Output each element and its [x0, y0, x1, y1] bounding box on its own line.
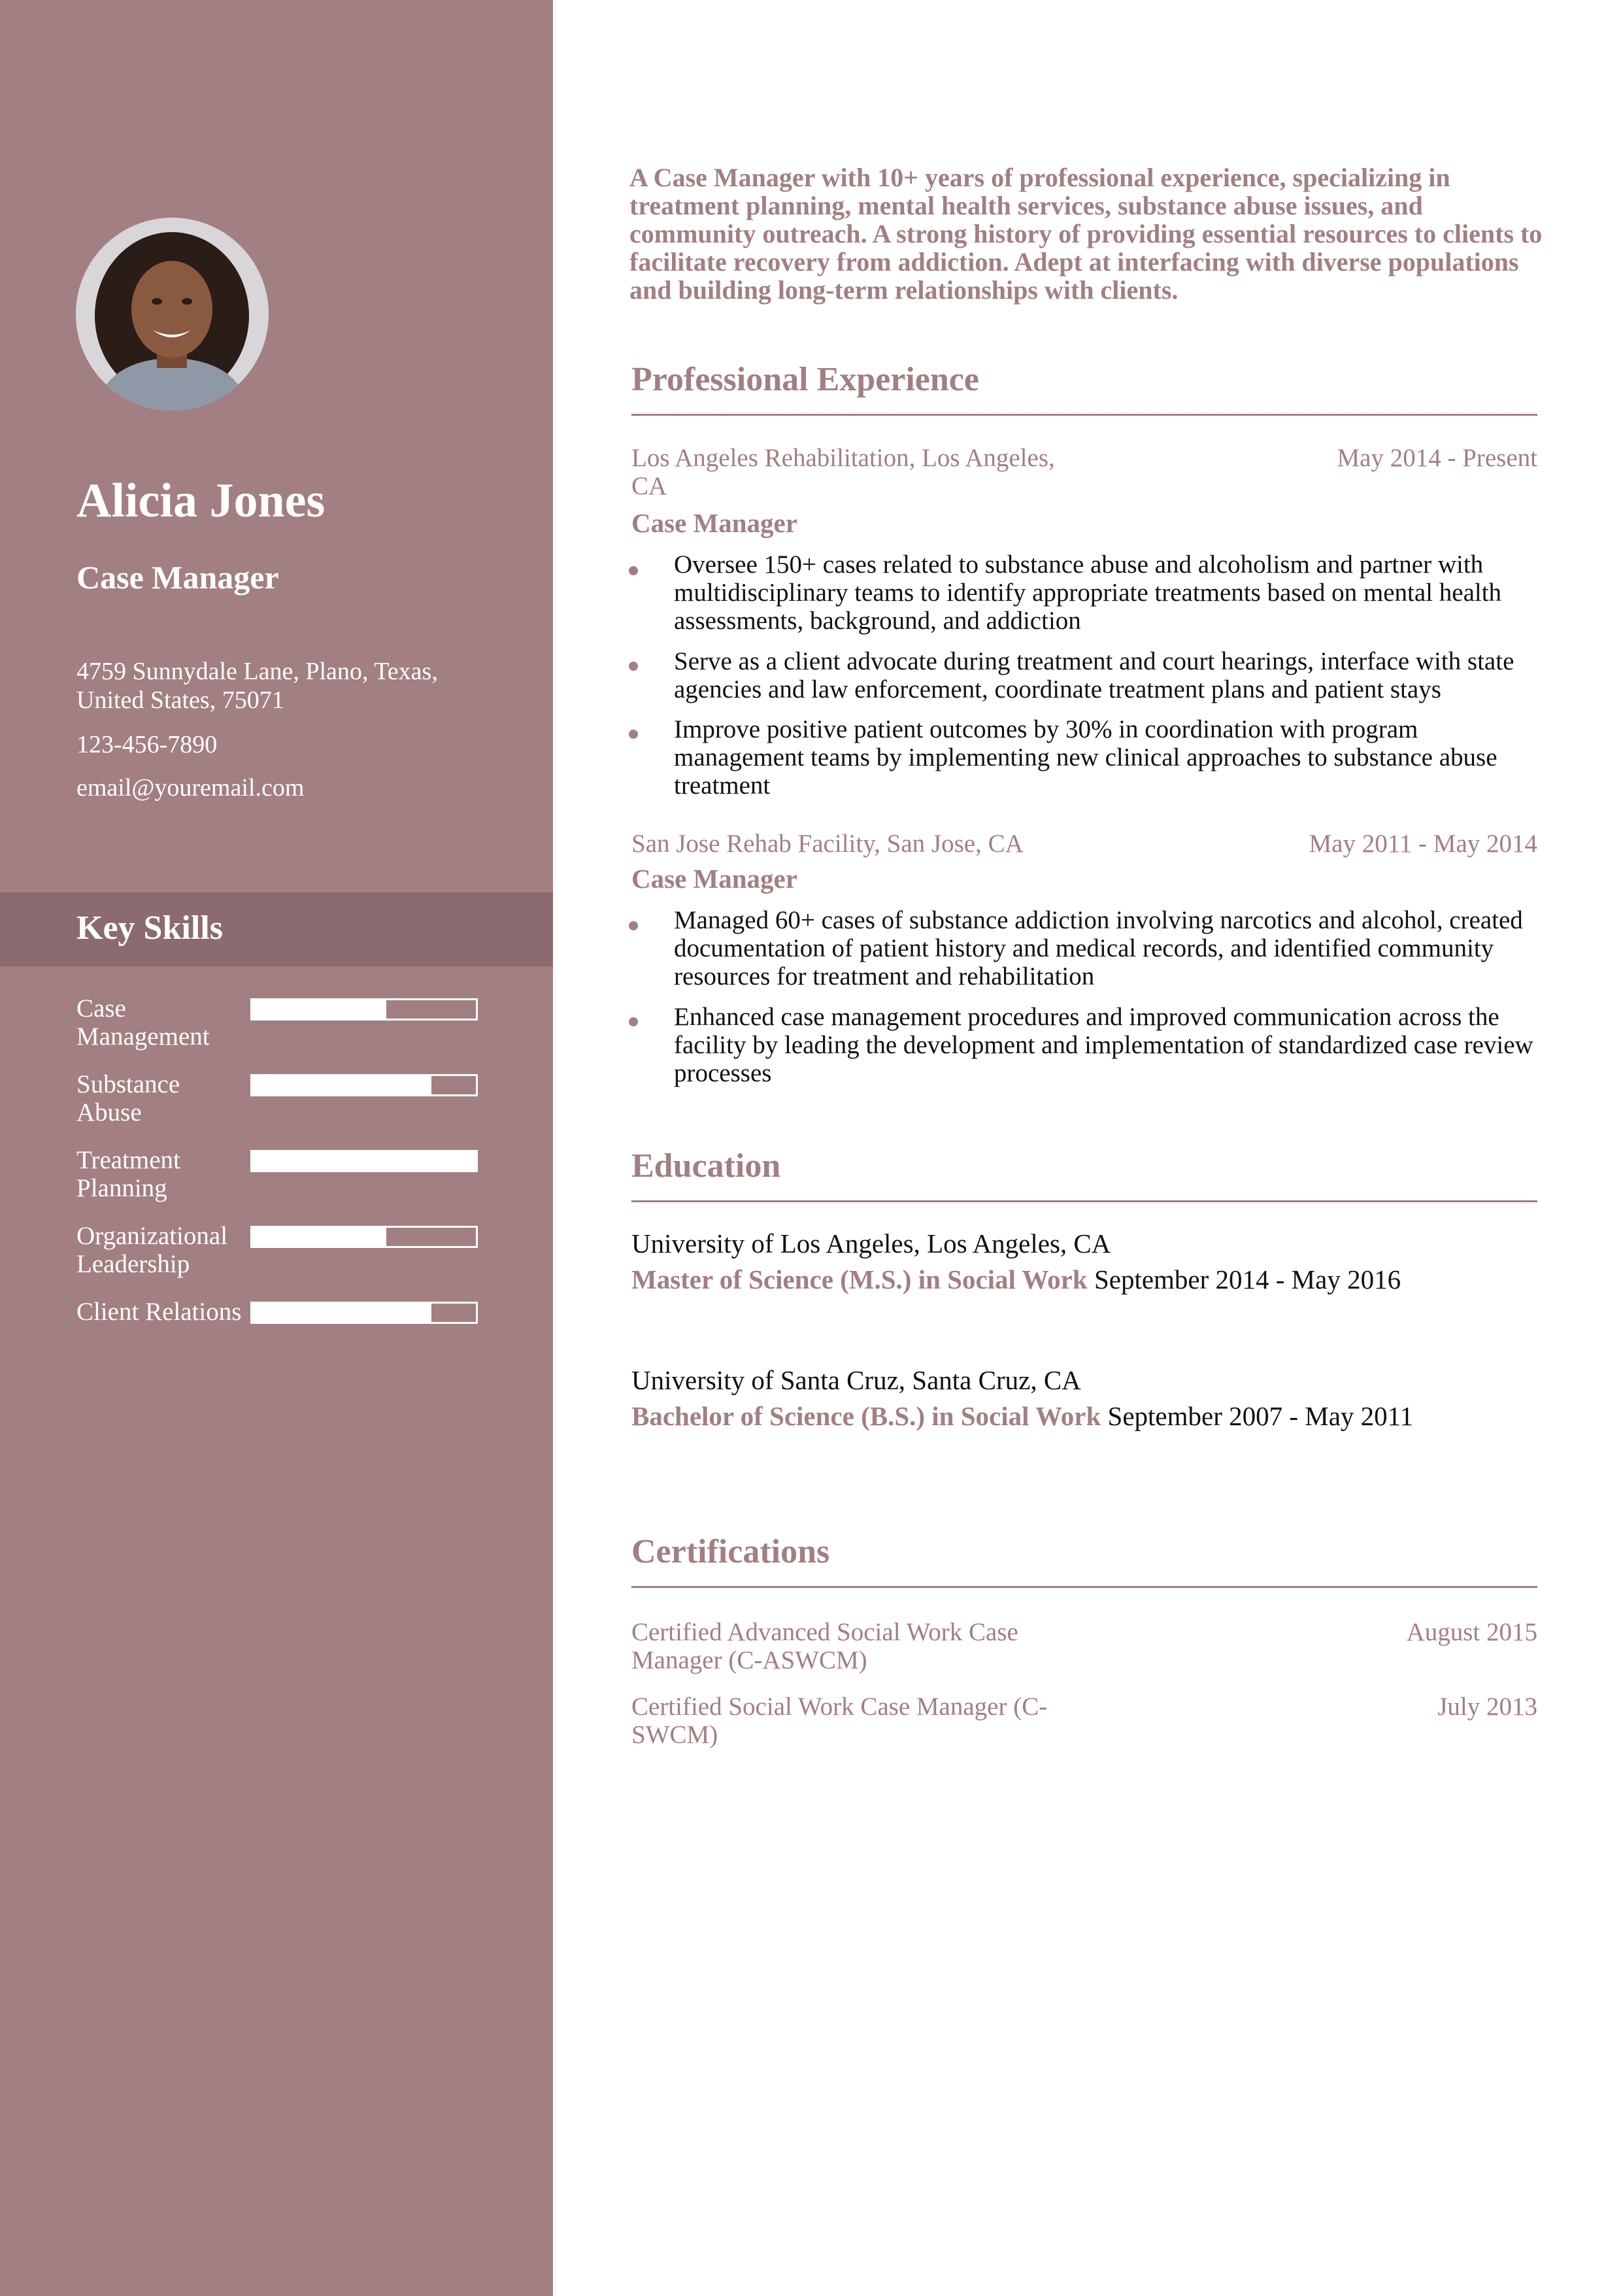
skill-level-bar — [250, 1226, 478, 1248]
skill-label: Treatment Planning — [76, 1146, 180, 1202]
skill-level-bar — [250, 998, 478, 1021]
contact-phone: 123-456-7890 — [76, 731, 218, 758]
bullet-dot-icon — [629, 566, 638, 575]
education-degree: Bachelor of Science (B.S.) in Social Work — [631, 1401, 1101, 1431]
skill-label: Organizational Leadership — [76, 1222, 228, 1278]
job-dates: May 2011 - May 2014 — [1309, 830, 1537, 858]
skill-level-bar — [250, 1150, 478, 1172]
certification-date: July 2013 — [1437, 1693, 1537, 1721]
job-bullet: Serve as a client advocate during treatment and court hearings, interface with state agencies and law enforcement, coordinate treatment plans and patient stays — [674, 647, 1514, 703]
skill-label: Case Management — [76, 994, 210, 1051]
skill-level-fill — [252, 1076, 431, 1094]
education-title: Education — [631, 1147, 781, 1185]
profile-photo — [76, 218, 269, 411]
education-degree: Master of Science (M.S.) in Social Work — [631, 1264, 1088, 1294]
job-bullet: Oversee 150+ cases related to substance abuse and alcoholism and partner with multidisciplinary teams to identify appropriate treatments based on mental health assessments, background, and addiction — [674, 550, 1502, 635]
contact-address: 4759 Sunnydale Lane, Plano, Texas, United States, 75071 — [76, 658, 438, 714]
sidebar — [0, 0, 553, 2296]
experience-title: Professional Experience — [631, 361, 979, 398]
skill-level-fill — [252, 1228, 386, 1246]
skill-label: Client Relations — [76, 1298, 242, 1326]
job-bullet: Enhanced case management procedures and improved communication across the facility by leading the development and implementation of standardized case review processes — [674, 1003, 1533, 1087]
bullet-dot-icon — [629, 921, 638, 930]
section-divider — [631, 1586, 1537, 1588]
skill-level-fill — [252, 1000, 386, 1019]
skill-level-fill — [252, 1304, 431, 1322]
certification-name: Certified Social Work Case Manager (C-SWCM) — [631, 1693, 1048, 1749]
person-avatar-icon — [76, 218, 269, 411]
contact-email: email@youremail.com — [76, 774, 305, 802]
job-company: San Jose Rehab Facility, San Jose, CA — [631, 830, 1024, 858]
certification-name: Certified Advanced Social Work Case Manager (C-ASWCM) — [631, 1618, 1018, 1674]
bullet-dot-icon — [629, 730, 638, 739]
skill-level-fill — [252, 1152, 476, 1170]
job-role: Case Manager — [631, 508, 797, 538]
skills-title: Key Skills — [76, 909, 223, 947]
skill-label: Substance Abuse — [76, 1070, 180, 1126]
candidate-title: Case Manager — [76, 559, 279, 596]
education-dates: September 2014 - May 2016 — [1094, 1264, 1401, 1294]
education-degree-line — [631, 1265, 1401, 1294]
candidate-name: Alicia Jones — [76, 474, 326, 528]
bullet-dot-icon — [629, 1017, 638, 1026]
job-bullet: Improve positive patient outcomes by 30% in coordination with program management teams by implementing new clinical approaches to substance abuse treatment — [674, 715, 1498, 800]
job-role: Case Manager — [631, 864, 797, 894]
education-school: University of Santa Cruz, Santa Cruz, CA — [631, 1365, 1081, 1395]
education-degree-line — [631, 1402, 1413, 1431]
job-dates: May 2014 - Present — [1337, 444, 1537, 472]
section-divider — [631, 414, 1537, 416]
skill-level-bar — [250, 1074, 478, 1096]
certification-date: August 2015 — [1406, 1618, 1537, 1646]
bullet-dot-icon — [629, 662, 638, 671]
certifications-title: Certifications — [631, 1533, 830, 1570]
section-divider — [631, 1200, 1537, 1202]
education-school: University of Los Angeles, Los Angeles, CA — [631, 1228, 1111, 1258]
skill-level-bar — [250, 1302, 478, 1324]
education-dates: September 2007 - May 2011 — [1107, 1401, 1414, 1431]
job-bullet: Managed 60+ cases of substance addiction involving narcotics and alcohol, created documentation of patient history and medical records, and identified community resources for treatment and rehabilitation — [674, 906, 1523, 990]
job-company: Los Angeles Rehabilitation, Los Angeles, CA — [631, 444, 1055, 500]
professional-summary: A Case Manager with 10+ years of professional experience, specializing in treatment planning, mental health services, substance abuse issues, and community outreach. A strong history of providing essential resources to clients to facilitate recovery from addiction. Adept at interfacing with diverse populations and building long-term relationships with clients. — [629, 163, 1543, 305]
